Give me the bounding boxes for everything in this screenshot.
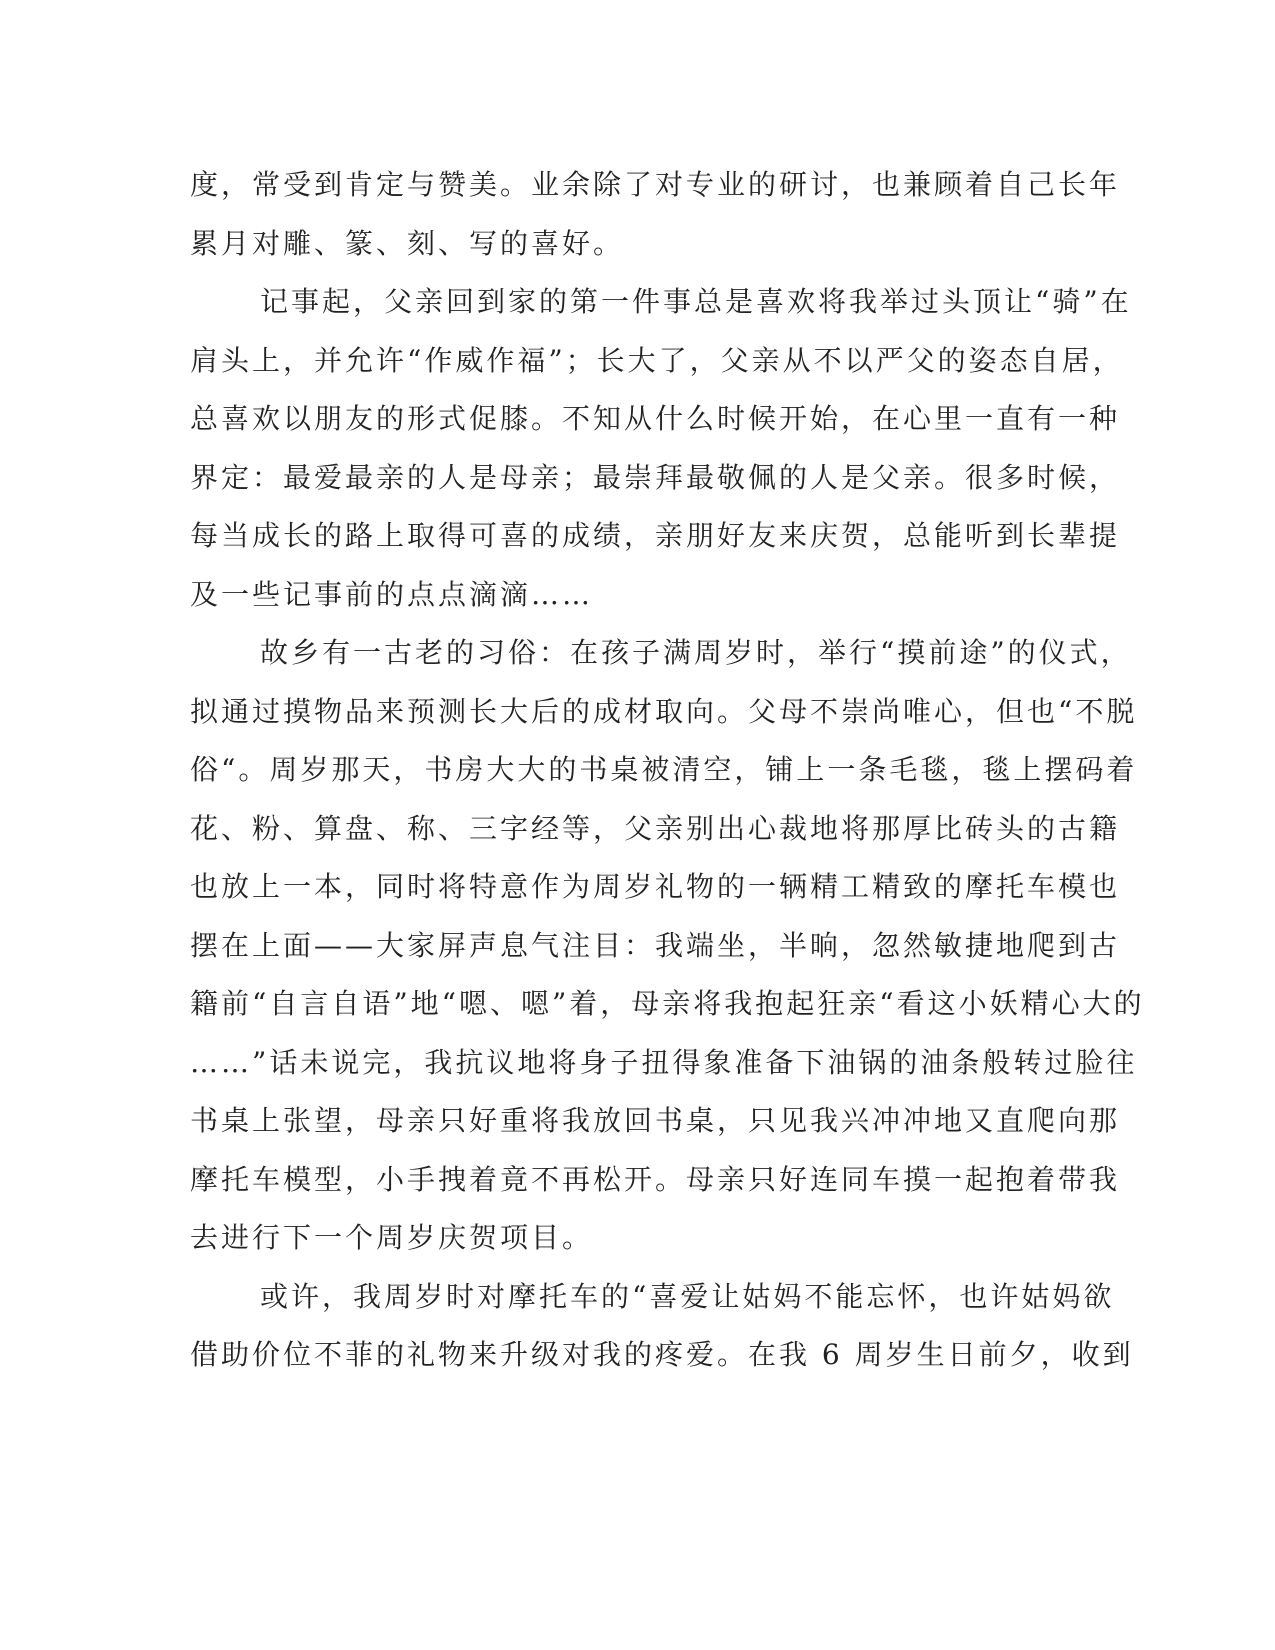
text-line: 每当成长的路上取得可喜的成绩，亲朋好友来庆贺，总能听到长辈提 [190, 519, 1121, 552]
text-line: 及一些记事前的点点滴滴…… [190, 577, 594, 611]
text-line: 花、粉、算盘、称、三字经等，父亲别出心裁地将那厚比砖头的古籍 [190, 811, 1121, 845]
text-line: 故乡有一古老的习俗：在孩子满周岁时，举行“摸前途”的仪式， [260, 636, 1132, 669]
text-line: ……”话未说完，我抗议地将身子扭得象准备下油锅的油条般转过脸往 [190, 1045, 1138, 1079]
text-line: 或许，我周岁时对摩托车的“喜爱让姑妈不能忘怀，也许姑妈欲 [260, 1279, 1115, 1313]
text-line: 书桌上张望，母亲只好重将我放回书桌，只见我兴冲冲地又直爬向那 [190, 1104, 1121, 1137]
text-line: 摩托车模型，小手拽着竟不再松开。母亲只好连同车摸一起抱着带我 [190, 1162, 1121, 1196]
text-line: 借助价位不菲的礼物来升级对我的疼爱。在我 6 周岁生日前夕，收到 [190, 1338, 1134, 1371]
text-line: 也放上一本，同时将特意作为周岁礼物的一辆精工精致的摩托车模也 [190, 870, 1121, 903]
text-line: 俗“。周岁那天，书房大大的书桌被清空，铺上一条毛毯，毯上摆码着 [190, 753, 1138, 786]
text-line: 总喜欢以朋友的形式促膝。不知从什么时候开始，在心里一直有一种 [190, 402, 1121, 435]
text-line: 记事起，父亲回到家的第一件事总是喜欢将我举过头顶让“骑”在 [260, 285, 1132, 318]
text-line: 肩头上，并允许“作威作福”；长大了，父亲从不以严父的姿态自居， [190, 343, 1124, 377]
text-line: 籍前“自言自语”地“嗯、嗯”着，母亲将我抱起狂亲“看这小妖精心大的 [190, 987, 1145, 1020]
text-line: 界定：最爱最亲的人是母亲；最崇拜最敬佩的人是父亲。很多时候， [190, 460, 1121, 494]
body-text [190, 156, 1145, 1385]
text-line: 拟通过摸物品来预测长大后的成材取向。父母不崇尚唯心，但也“不脱 [190, 694, 1138, 728]
text-line: 摆在上面——大家屏声息气注目：我端坐，半晌，忽然敏捷地爬到古 [190, 928, 1121, 962]
text-line: 去进行下一个周岁庆贺项目。 [190, 1221, 594, 1254]
text-line: 累月对雕、篆、刻、写的喜好。 [190, 226, 625, 260]
text-line: 度，常受到肯定与赞美。业余除了对专业的研讨，也兼顾着自己长年 [190, 168, 1121, 201]
